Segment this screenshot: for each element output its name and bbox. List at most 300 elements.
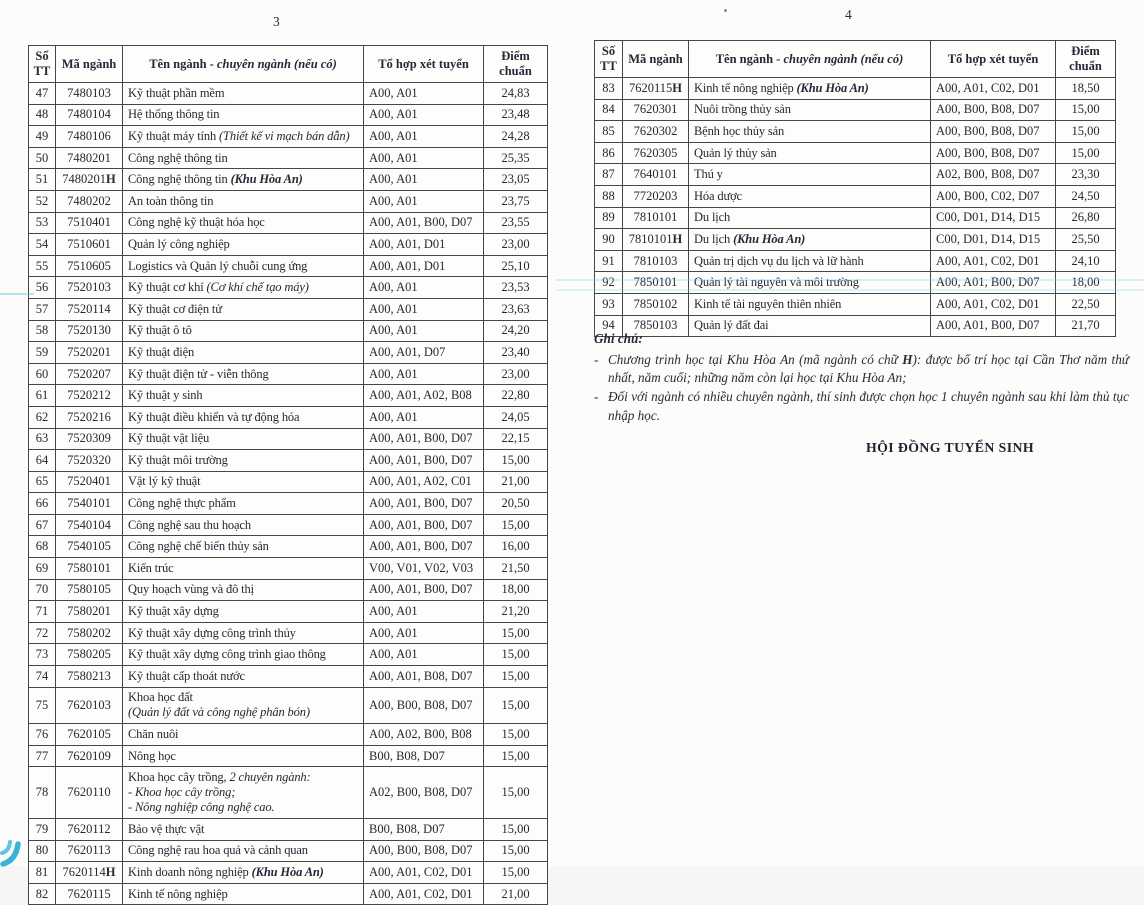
cell-to-hop: B00, B08, D07 [364,819,484,841]
cell-diem-chuan: 23,63 [484,298,548,320]
cell-ma-nganh: 7620302 [623,121,689,143]
cell-diem-chuan: 24,28 [484,126,548,148]
header-ten-nganh: Tên ngành - chuyên ngành (nếu có) [123,46,364,83]
cell-to-hop: A00, A01 [364,320,484,342]
cell-ma-nganh: 7620305 [623,142,689,164]
cell-to-hop: B00, B08, D07 [364,745,484,767]
cell-diem-chuan: 24,50 [1056,185,1116,207]
cell-ma-nganh: 7520216 [56,406,123,428]
table-row [29,724,548,746]
cell-ma-nganh: 7580213 [56,666,123,688]
cell-diem-chuan: 23,55 [484,212,548,234]
table-row [595,99,1116,121]
table-row [29,579,548,601]
cell-ten-nganh: Quản trị dịch vụ du lịch và lữ hành [689,250,931,272]
cell-diem-chuan: 25,50 [1056,229,1116,251]
cell-ten-nganh: Kỹ thuật điện [123,342,364,364]
note-bullet-1-text: Chương trình học tại Khu Hòa An (mã ngành có chữ H): được bố trí học tại Cần Thơ năm thứ nhất, năm cuối; những năm còn lại học tại Khu Hòa An; [608,351,1129,386]
cell-stt: 84 [595,99,623,121]
cell-ten-nganh: Kỹ thuật vật liệu [123,428,364,450]
cell-ma-nganh: 7580205 [56,644,123,666]
note-bullet-1: - Chương trình học tại Khu Hòa An (mã ngành có chữ H): được bố trí học tại Cần Thơ năm thứ nhất, năm cuối; những năm còn lại học tại Khu Hòa An; [594,351,1139,388]
cell-ten-nganh: Kinh tế nông nghiệp [123,883,364,905]
cell-ma-nganh: 7620103 [56,687,123,724]
cell-stt: 62 [29,406,56,428]
table-header [595,41,1116,78]
table-row [29,83,548,105]
cell-diem-chuan: 16,00 [484,536,548,558]
cell-stt: 56 [29,277,56,299]
cell-to-hop: A00, A01 [364,190,484,212]
cell-stt: 47 [29,83,56,105]
cell-stt: 53 [29,212,56,234]
table-row [29,745,548,767]
cell-ten-nganh: Kỹ thuật xây dựng [123,601,364,623]
cell-stt: 89 [595,207,623,229]
cell-to-hop: A00, B00, C02, D07 [931,185,1056,207]
table-row [29,190,548,212]
cell-ten-nganh: Logistics và Quản lý chuỗi cung ứng [123,255,364,277]
table-row [595,293,1116,315]
cell-ma-nganh: 7520207 [56,363,123,385]
cell-ma-nganh: 7540105 [56,536,123,558]
admission-table-page3 [28,45,548,905]
cell-to-hop: A00, A01 [364,104,484,126]
cell-ma-nganh: 7580105 [56,579,123,601]
table-header [29,46,548,83]
cell-ten-nganh: Vật lý kỹ thuật [123,471,364,493]
cell-diem-chuan: 24,83 [484,83,548,105]
cell-ten-nganh: Quản lý thủy sản [689,142,931,164]
cell-stt: 85 [595,121,623,143]
table-row [595,229,1116,251]
cell-ma-nganh: 7510401 [56,212,123,234]
cell-ten-nganh: Hóa dược [689,185,931,207]
cell-ten-nganh: Du lịch [689,207,931,229]
cell-ma-nganh: 7640101 [623,164,689,186]
cell-stt: 78 [29,767,56,819]
cell-ten-nganh: Kỹ thuật xây dựng công trình giao thông [123,644,364,666]
cell-diem-chuan: 15,00 [1056,142,1116,164]
cell-ten-nganh: Thú y [689,164,931,186]
cell-ten-nganh: Kiến trúc [123,558,364,580]
cell-diem-chuan: 24,05 [484,406,548,428]
cell-ten-nganh: Kỹ thuật môi trường [123,450,364,472]
table-row [29,883,548,905]
cell-stt: 66 [29,493,56,515]
cell-to-hop: A02, B00, B08, D07 [931,164,1056,186]
cell-to-hop: A00, A01 [364,644,484,666]
cell-to-hop: A00, A01, C02, D01 [931,293,1056,315]
cell-diem-chuan: 24,10 [1056,250,1116,272]
admission-table-page4 [594,40,1116,337]
cell-ma-nganh: 7620301 [623,99,689,121]
cell-ma-nganh: 7620115 [56,883,123,905]
cell-to-hop: A00, A01, B00, D07 [364,450,484,472]
cell-to-hop: A00, A01, B00, D07 [364,536,484,558]
cell-ma-nganh: 7540104 [56,514,123,536]
cell-ten-nganh: Kinh tế nông nghiệp (Khu Hòa An) [689,78,931,100]
cell-ma-nganh: 7620105 [56,724,123,746]
table-row [29,320,548,342]
cell-diem-chuan: 21,00 [484,471,548,493]
header-diem-chuan: Điểm chuẩn [1056,41,1116,78]
cell-to-hop: C00, D01, D14, D15 [931,229,1056,251]
cell-ten-nganh: An toàn thông tin [123,190,364,212]
cell-to-hop: A00, A01 [364,147,484,169]
table-row [595,121,1116,143]
cell-to-hop: A00, A01, B00, D07 [931,315,1056,337]
cell-diem-chuan: 21,00 [484,883,548,905]
cell-ten-nganh: Kỹ thuật cấp thoát nước [123,666,364,688]
cell-to-hop: A00, A01, B00, D07 [931,272,1056,294]
table-row [29,840,548,862]
cell-ten-nganh: Công nghệ sau thu hoạch [123,514,364,536]
cell-stt: 51 [29,169,56,191]
table-row [29,601,548,623]
scan-speckle [724,9,727,12]
cell-diem-chuan: 23,48 [484,104,548,126]
cell-stt: 68 [29,536,56,558]
cell-to-hop: V00, V01, V02, V03 [364,558,484,580]
cell-ma-nganh: 7580201 [56,601,123,623]
header-to-hop: Tổ hợp xét tuyển [931,41,1056,78]
cell-stt: 67 [29,514,56,536]
cell-to-hop: A00, A01, C02, D01 [364,883,484,905]
cell-diem-chuan: 25,10 [484,255,548,277]
cell-stt: 71 [29,601,56,623]
header-ten-nganh: Tên ngành - chuyên ngành (nếu có) [689,41,931,78]
cell-diem-chuan: 26,80 [1056,207,1116,229]
cell-ma-nganh: 7480201H [56,169,123,191]
cell-ma-nganh: 7810101H [623,229,689,251]
cell-diem-chuan: 22,15 [484,428,548,450]
header-stt: Số TT [29,46,56,83]
cell-to-hop: A00, A01, B00, D07 [364,579,484,601]
cell-ten-nganh: Công nghệ thực phẩm [123,493,364,515]
cell-stt: 58 [29,320,56,342]
table-row [29,687,548,724]
header-diem-chuan: Điểm chuẩn [484,46,548,83]
cell-ma-nganh: 7850103 [623,315,689,337]
cell-ten-nganh: Nông học [123,745,364,767]
cell-stt: 94 [595,315,623,337]
table-row [29,862,548,884]
cell-stt: 50 [29,147,56,169]
table-row [29,255,548,277]
cell-stt: 75 [29,687,56,724]
corner-stamp-mark [0,838,34,866]
cell-to-hop: C00, D01, D14, D15 [931,207,1056,229]
cell-to-hop: A02, B00, B08, D07 [364,767,484,819]
table-row [29,471,548,493]
cell-to-hop: A00, A01, B08, D07 [364,666,484,688]
cell-ten-nganh: Quy hoạch vùng và đô thị [123,579,364,601]
cell-ten-nganh: Quản lý công nghiệp [123,234,364,256]
cell-stt: 77 [29,745,56,767]
cell-ma-nganh: 7480201 [56,147,123,169]
header-ma-nganh: Mã ngành [56,46,123,83]
cell-stt: 48 [29,104,56,126]
table-row [29,406,548,428]
cell-ma-nganh: 7620113 [56,840,123,862]
cell-diem-chuan: 24,20 [484,320,548,342]
header-stt: Số TT [595,41,623,78]
cell-diem-chuan: 25,35 [484,147,548,169]
cell-ten-nganh: Bảo vệ thực vật [123,819,364,841]
table-row [29,428,548,450]
table-row [29,363,548,385]
table-row [29,514,548,536]
cell-diem-chuan: 15,00 [484,767,548,819]
cell-stt: 82 [29,883,56,905]
table-row [29,666,548,688]
cell-ten-nganh: Khoa học đất (Quản lý đất và công nghệ phân bón) [123,687,364,724]
cell-ma-nganh: 7480106 [56,126,123,148]
cell-to-hop: A00, A01 [364,169,484,191]
cell-stt: 76 [29,724,56,746]
cell-stt: 63 [29,428,56,450]
table-row [29,147,548,169]
cell-ten-nganh: Kỹ thuật điện tử - viễn thông [123,363,364,385]
table-row [29,298,548,320]
cell-diem-chuan: 15,00 [484,687,548,724]
cell-ten-nganh: Công nghệ thông tin (Khu Hòa An) [123,169,364,191]
cell-diem-chuan: 21,70 [1056,315,1116,337]
cell-ten-nganh: Kỹ thuật ô tô [123,320,364,342]
table-row [29,104,548,126]
cell-stt: 64 [29,450,56,472]
cell-ma-nganh: 7520309 [56,428,123,450]
cell-ma-nganh: 7620112 [56,819,123,841]
cell-stt: 93 [595,293,623,315]
cell-diem-chuan: 18,50 [1056,78,1116,100]
cell-diem-chuan: 21,50 [484,558,548,580]
cell-to-hop: A00, A01, A02, B08 [364,385,484,407]
cell-ma-nganh: 7520103 [56,277,123,299]
table-row [595,142,1116,164]
cell-diem-chuan: 20,50 [484,493,548,515]
cell-stt: 52 [29,190,56,212]
table-row [29,644,548,666]
cell-diem-chuan: 15,00 [484,840,548,862]
cell-stt: 83 [595,78,623,100]
page-number-3: 3 [273,14,280,29]
cell-stt: 73 [29,644,56,666]
cell-stt: 90 [595,229,623,251]
cell-to-hop: A00, B00, B08, D07 [931,121,1056,143]
cell-stt: 91 [595,250,623,272]
table-row [595,207,1116,229]
notes-section [594,330,1139,457]
cell-stt: 72 [29,622,56,644]
cell-to-hop: A00, A01 [364,622,484,644]
cell-ten-nganh: Kỹ thuật phần mềm [123,83,364,105]
cell-diem-chuan: 23,00 [484,234,548,256]
cell-to-hop: A00, A01 [364,277,484,299]
cell-to-hop: A00, A01 [364,298,484,320]
cell-ma-nganh: 7520114 [56,298,123,320]
table-row [29,342,548,364]
table-row [595,185,1116,207]
table-row [595,164,1116,186]
cell-diem-chuan: 15,00 [484,724,548,746]
table-row [29,767,548,819]
cell-ma-nganh: 7850101 [623,272,689,294]
cell-ma-nganh: 7620115H [623,78,689,100]
cell-ma-nganh: 7850102 [623,293,689,315]
cell-ten-nganh: Kỹ thuật xây dựng công trình thủy [123,622,364,644]
cell-to-hop: A00, A01, D01 [364,255,484,277]
cell-ten-nganh: Công nghệ chế biến thủy sản [123,536,364,558]
cell-ma-nganh: 7510601 [56,234,123,256]
cell-diem-chuan: 15,00 [484,862,548,884]
cell-ten-nganh: Kỹ thuật cơ khí (Cơ khí chế tạo máy) [123,277,364,299]
cell-ma-nganh: 7520201 [56,342,123,364]
cell-diem-chuan: 23,05 [484,169,548,191]
cell-ma-nganh: 7480104 [56,104,123,126]
cell-ten-nganh: Chăn nuôi [123,724,364,746]
cell-diem-chuan: 22,50 [1056,293,1116,315]
cell-diem-chuan: 18,00 [484,579,548,601]
cell-diem-chuan: 23,30 [1056,164,1116,186]
cell-stt: 87 [595,164,623,186]
cell-ma-nganh: 7620114H [56,862,123,884]
cell-ten-nganh: Quản lý tài nguyên và môi trường [689,272,931,294]
cell-to-hop: A00, A01 [364,126,484,148]
cell-ten-nganh: Công nghệ rau hoa quả và cảnh quan [123,840,364,862]
cell-to-hop: A00, A01, B00, D07 [364,514,484,536]
cell-stt: 80 [29,840,56,862]
cell-to-hop: A00, B00, B08, D07 [364,687,484,724]
cell-stt: 70 [29,579,56,601]
cell-diem-chuan: 15,00 [484,644,548,666]
cell-to-hop: A00, A01, C02, D01 [364,862,484,884]
cell-diem-chuan: 23,75 [484,190,548,212]
table-row [29,126,548,148]
cell-ma-nganh: 7480202 [56,190,123,212]
cell-stt: 81 [29,862,56,884]
cell-to-hop: A00, A01, B00, D07 [364,212,484,234]
cell-ten-nganh: Công nghệ kỹ thuật hóa học [123,212,364,234]
cell-ten-nganh: Du lịch (Khu Hòa An) [689,229,931,251]
cell-stt: 54 [29,234,56,256]
table-row [29,277,548,299]
cell-to-hop: A00, A01 [364,83,484,105]
cell-stt: 55 [29,255,56,277]
cell-to-hop: A00, A01, B00, D07 [364,428,484,450]
cell-stt: 92 [595,272,623,294]
header-ma-nganh: Mã ngành [623,41,689,78]
cell-ten-nganh: Kỹ thuật điều khiển và tự động hóa [123,406,364,428]
cell-diem-chuan: 23,53 [484,277,548,299]
cell-ten-nganh: Hệ thống thông tin [123,104,364,126]
cell-ma-nganh: 7520212 [56,385,123,407]
cell-stt: 59 [29,342,56,364]
cell-stt: 49 [29,126,56,148]
cell-diem-chuan: 15,00 [484,666,548,688]
cell-stt: 61 [29,385,56,407]
cell-to-hop: A00, B00, B08, D07 [931,142,1056,164]
cell-stt: 69 [29,558,56,580]
cell-diem-chuan: 15,00 [484,514,548,536]
cell-to-hop: A00, A01 [364,601,484,623]
table-row [29,385,548,407]
cell-to-hop: A00, B00, B08, D07 [931,99,1056,121]
cell-diem-chuan: 15,00 [1056,121,1116,143]
cell-diem-chuan: 21,20 [484,601,548,623]
cell-to-hop: A00, A01 [364,363,484,385]
cell-diem-chuan: 23,00 [484,363,548,385]
cell-to-hop: A00, A01, D07 [364,342,484,364]
cell-stt: 57 [29,298,56,320]
cell-stt: 65 [29,471,56,493]
cell-stt: 60 [29,363,56,385]
cell-diem-chuan: 22,80 [484,385,548,407]
cell-diem-chuan: 15,00 [1056,99,1116,121]
cell-ma-nganh: 7520130 [56,320,123,342]
cell-diem-chuan: 15,00 [484,745,548,767]
cell-ten-nganh: Công nghệ thông tin [123,147,364,169]
cell-ma-nganh: 7620109 [56,745,123,767]
cell-to-hop: A00, A01, A02, C01 [364,471,484,493]
table-row [29,622,548,644]
cell-ten-nganh: Kinh tế tài nguyên thiên nhiên [689,293,931,315]
cell-ten-nganh: Kinh doanh nông nghiệp (Khu Hòa An) [123,862,364,884]
cell-ma-nganh: 7580101 [56,558,123,580]
cell-ma-nganh: 7720203 [623,185,689,207]
note-bullet-2-text: Đối với ngành có nhiều chuyên ngành, thí sinh được chọn học 1 chuyên ngành sau khi làm thủ tục nhập học. [608,389,1129,423]
cell-ma-nganh: 7520320 [56,450,123,472]
header-to-hop: Tổ hợp xét tuyển [364,46,484,83]
signature: HỘI ĐỒNG TUYỂN SINH [866,439,1034,455]
cell-ten-nganh: Kỹ thuật máy tính (Thiết kế vi mạch bán dẫn) [123,126,364,148]
notes-title: Ghi chú: [594,331,643,346]
table-row [29,169,548,191]
table-row [29,234,548,256]
cell-stt: 79 [29,819,56,841]
table-row [29,558,548,580]
cell-stt: 74 [29,666,56,688]
table-row [29,450,548,472]
table-row [595,78,1116,100]
cell-diem-chuan: 15,00 [484,622,548,644]
cell-to-hop: A00, A01, C02, D01 [931,78,1056,100]
cell-stt: 88 [595,185,623,207]
cell-to-hop: A00, A01, C02, D01 [931,250,1056,272]
cell-ma-nganh: 7510605 [56,255,123,277]
cell-diem-chuan: 15,00 [484,819,548,841]
cell-ma-nganh: 7480103 [56,83,123,105]
cell-to-hop: A00, A01, D01 [364,234,484,256]
table-row [29,493,548,515]
cell-ma-nganh: 7580202 [56,622,123,644]
cell-stt: 86 [595,142,623,164]
cell-ma-nganh: 7620110 [56,767,123,819]
table-row [29,536,548,558]
cell-diem-chuan: 15,00 [484,450,548,472]
cell-to-hop: A00, A02, B00, B08 [364,724,484,746]
cell-ma-nganh: 7520401 [56,471,123,493]
cell-ma-nganh: 7810103 [623,250,689,272]
page-number-4: 4 [845,7,852,22]
cell-ma-nganh: 7810101 [623,207,689,229]
cell-ten-nganh: Bệnh học thủy sản [689,121,931,143]
table-row [29,212,548,234]
table-row [595,272,1116,294]
cell-ten-nganh: Quản lý đất đai [689,315,931,337]
cell-ten-nganh: Kỹ thuật y sinh [123,385,364,407]
